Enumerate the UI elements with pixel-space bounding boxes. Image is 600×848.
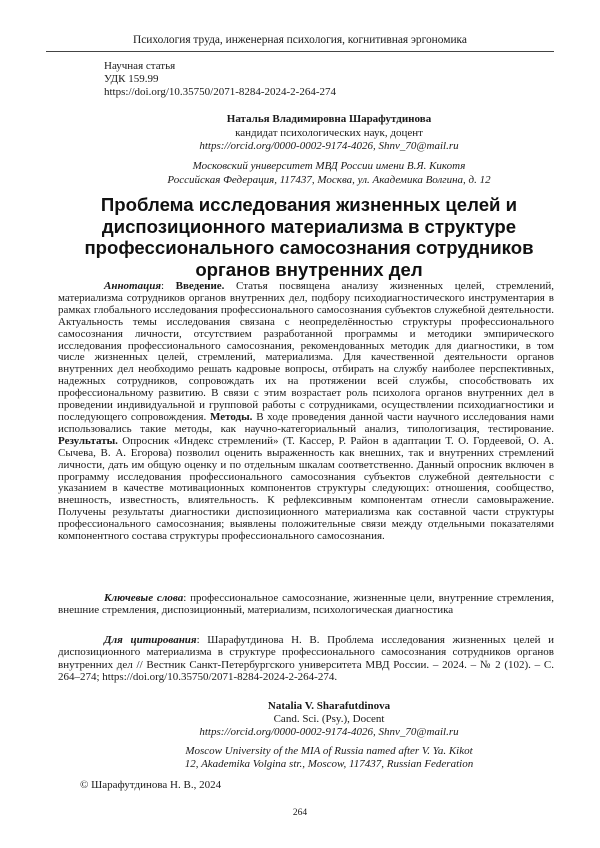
- author-name-en: Natalia V. Sharafutdinova: [267, 700, 391, 712]
- abstract-label-sep: :: [161, 280, 176, 292]
- methods-label: Методы.: [209, 410, 253, 423]
- journal-running-header: Психология труда, инженерная психология, когнитивная эргономика: [46, 34, 554, 52]
- author-degree-ru: кандидат психологических наук, доцент: [235, 126, 423, 139]
- keywords-label: Ключевые слова: [104, 592, 184, 604]
- udk-code: УДК 159.99: [104, 73, 159, 86]
- affiliation-ru: [104, 160, 554, 187]
- article-title: Проблема исследования жизненных целей и диспозиционного материализма в структуре профессионального самосознания сотрудников органов внутренних дел: [84, 194, 534, 280]
- affiliation-en: [104, 745, 554, 771]
- affiliation-ru-line2: Российская Федерация, 117437, Москва, ул. Академика Волгина, д. 12: [167, 173, 491, 186]
- author-name-ru: Наталья Владимировна Шарафутдинова: [226, 113, 432, 125]
- abstract-label: Аннотация: [104, 280, 162, 292]
- article-type: Научная статья: [104, 60, 176, 72]
- author-contacts-ru[interactable]: https://orcid.org/0000-0002-9174-4026, Shnv_70@mail.ru: [199, 140, 459, 152]
- author-degree-en: Cand. Sci. (Psy.), Docent: [273, 713, 385, 726]
- keywords-text: профессиональное самосознание, жизненные цели, внутренние стремления, внешние стремления, диспозиционный, материализм, психологическая диагностика: [58, 592, 554, 616]
- methods-text: В ходе проведения данной части научного исследования нами использовались такие методы, как научно-категориальный анализ, типологизация, тестирование.: [58, 410, 554, 435]
- intro-text: Статья посвящена анализу жизненных целей, стремлений, материализма сотрудников органов внутренних дел, подбору психодиагностического инструментария в рамках глобального исследования профессионального самосознания субъектов служебной деятельности. Актуальность темы исследования связана с неопределённостью структуры профессионального самосознания личности, отсутствием разработанной программы и методики эмпирического исследования профессионального самосознания, рекомендованных методик для диагностики, в том числе жизненных целей, стремлений, материализма. Для качественной деятельности органов внутренних дел необходимо решать кадровые вопросы, отбирать на службу наиболее перспективных, надежных сотрудников, сопровождать их на протяжении всей службы, способствовать их профессиональному развитию. В связи с этим возрастает роль психолога органов внутренних дел в проведении индивидуальной и групповой работы с сотрудниками, осуществлении психодиагностики и последующего сопровождения.: [58, 280, 554, 423]
- author-en: [104, 700, 554, 740]
- citation: [58, 634, 554, 684]
- results-label: Результаты.: [58, 434, 118, 447]
- page-number: 264: [292, 808, 308, 818]
- affiliation-ru-line1: Московский университет МВД России имени В.Я. Кикотя: [192, 160, 466, 172]
- keywords-sep: :: [183, 592, 191, 604]
- results-text: Опросник «Индекс стремлений» (Т. Кассер, Р. Район в адаптации Т. О. Гордеевой, О. А. Сычева, В. А. Егорова) позволил оценить выраженность как внешних, так и внутренних стремлений личности, дать им общую оценку и по отдельным шкалам соответственно. Данный опросник включен в программу исследования профессионального самосознания субъектов служебной деятельности с указанием в качестве мотивационных компонентов структуры следующих: отношения, сообщество, внешность, известность, влиятельность. К рефлексивным компонентам отнесли самовыражение. Получены результаты диагностики диспозиционного материализма как составной части структуры профессионального самосознания; выявлены положительные связи между отдельными показателями компонентного состава структуры профессионального самосознания.: [58, 434, 554, 543]
- copyright-notice: © Шарафутдинова Н. В., 2024: [80, 779, 222, 791]
- author-contacts-en[interactable]: https://orcid.org/0000-0002-9174-4026, Shnv_70@mail.ru: [199, 726, 459, 739]
- abstract: [58, 281, 554, 543]
- doi-link[interactable]: https://doi.org/10.35750/2071-8284-2024-2-264-274: [104, 86, 337, 99]
- affiliation-en-line1: Moscow University of the MIA of Russia named after V. Ya. Kikot: [185, 745, 473, 757]
- author-ru: [104, 113, 554, 154]
- citation-label: Для цитирования: [104, 634, 197, 646]
- affiliation-en-line2: 12, Akademika Volgina str., Moscow, 117437, Russian Federation: [184, 758, 474, 771]
- keywords: [58, 593, 554, 617]
- article-meta: [104, 60, 336, 100]
- citation-sep: :: [196, 634, 208, 646]
- citation-text: Шарафутдинова Н. В. Проблема исследования жизненных целей и диспозиционного материализма в структуре профессионального самосознания сотрудников органов внутренних дел // Вестник Санкт-Петербургского университета МВД России. – 2024. – № 2 (102). – С. 264–274; https://doi.org/10.35750/2071-8284-2024-2-264-274.: [58, 634, 554, 684]
- intro-label: Введение.: [175, 280, 225, 292]
